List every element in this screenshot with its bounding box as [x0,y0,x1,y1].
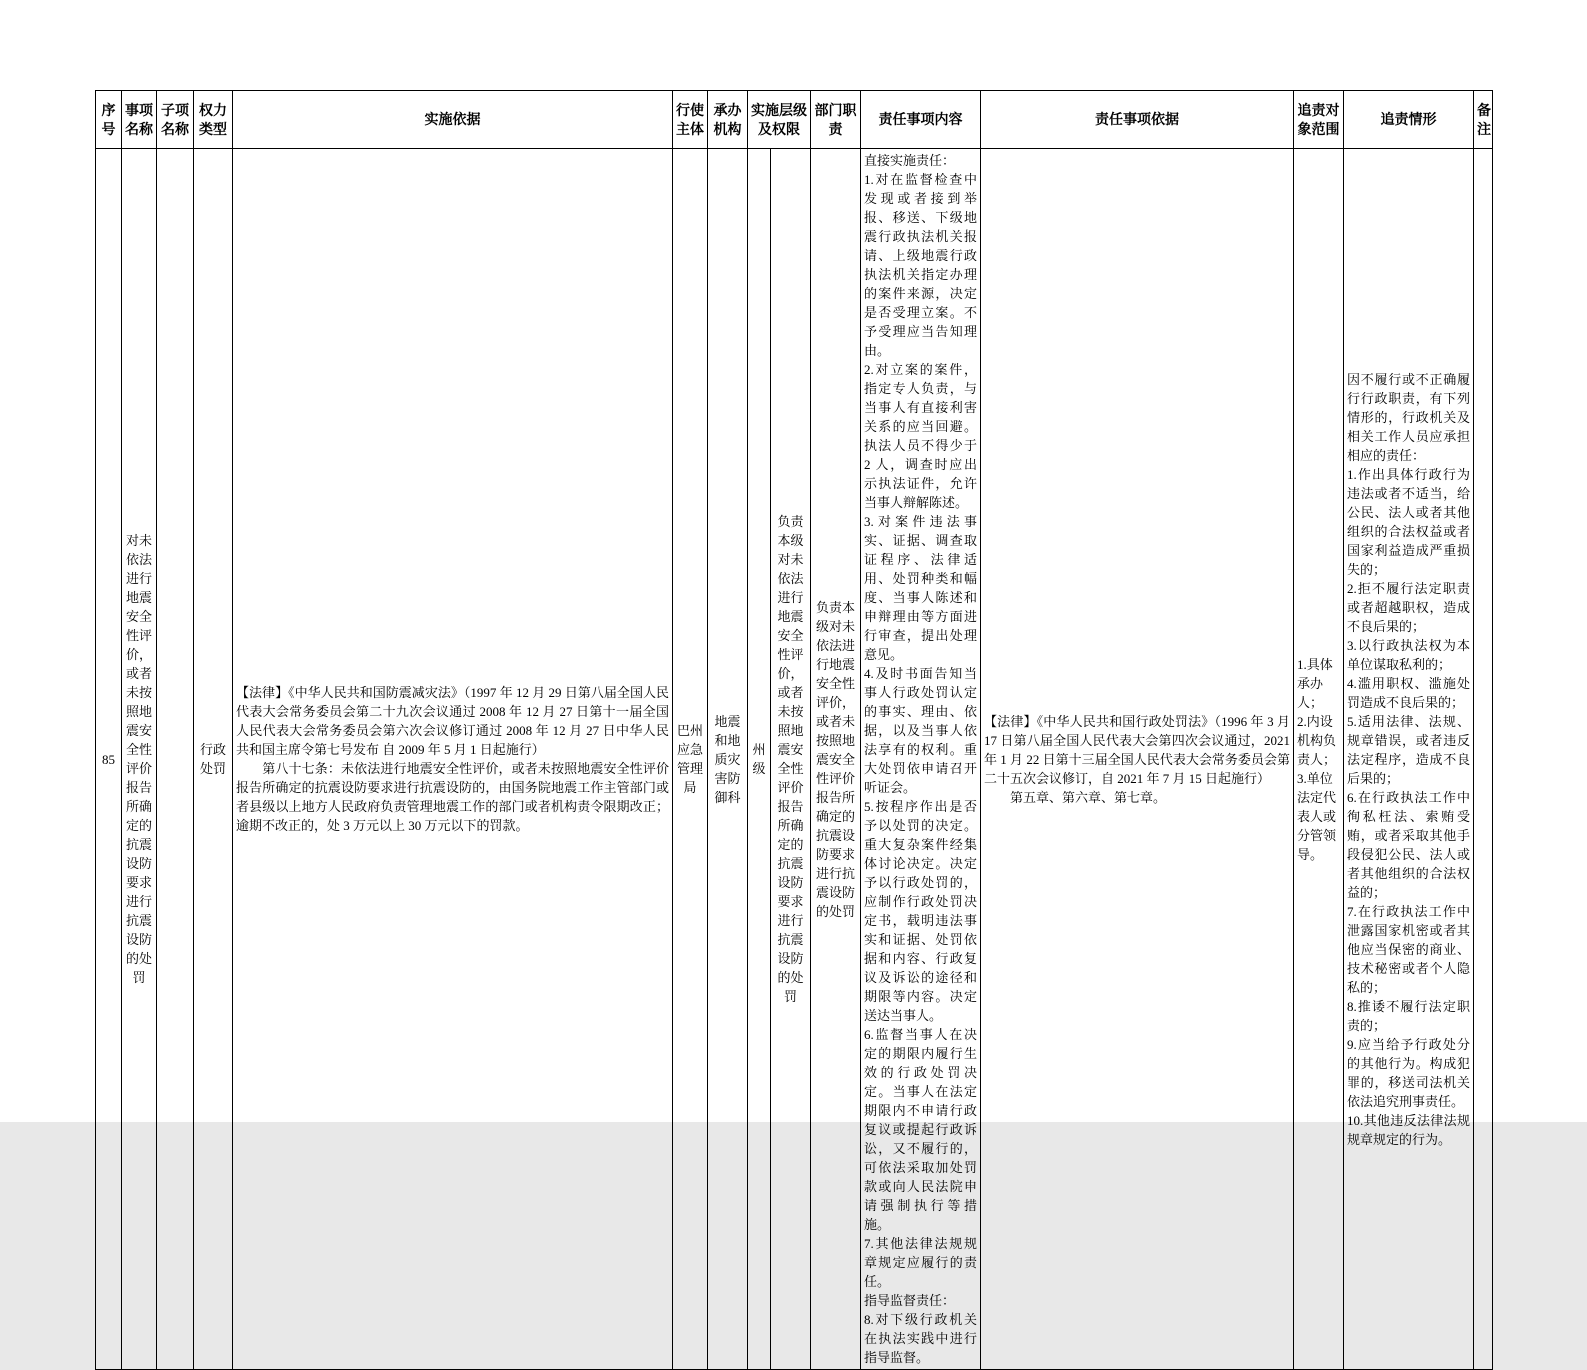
cell-undertaking-organization: 地震和地质灾害防御科 [708,149,748,1370]
header-sub-item-name: 子项名称 [157,91,194,149]
cell-department-duty: 负责本级对未依法进行地震安全性评价，或者未按照地震安全性评价报告所确定的抗震设防要求进行抗震设防的处罚 [811,149,861,1370]
header-row [96,91,1493,149]
cell-implementation-authority: 负责本级对未依法进行地震安全性评价，或者未按照地震安全性评价报告所确定的抗震设防要求进行抗震设防的处罚 [771,149,811,1370]
header-responsibility-content: 责任事项内容 [861,91,981,149]
header-item-name: 事项名称 [122,91,157,149]
responsibility-list-table [95,90,1493,1370]
cell-accountability-situations: 因不履行或不正确履行行政职责，有下列情形的，行政机关及相关工作人员应承担相应的责任： 1.作出具体行政行为违法或者不适当，给公民、法人或者其他组织的合法权益或者国家利益造成严重损失的； 2.拒不履行法定职责或者超越职权，造成不良后果的； 3.以行政执法权为本单位谋取私利的； 4.滥用职权、滥施处罚造成不良后果的； 5.适用法律、法规、规章错误，或者违反法定程序，造成不良后果的； 6.在行政执法工作中徇私枉法、索贿受贿，或者采取其他手段侵犯公民、法人或者其他组织的合法权益的； 7.在行政执法工作中泄露国家机密或者其他应当保密的商业、技术秘密或者个人隐私的； 8.推诿不履行法定职责的； 9.应当给予行政处分的其他行为。构成犯罪的，移送司法机关依法追究刑事责任。 10.其他违反法律法规规章规定的行为。 [1344,149,1474,1370]
table-row [96,149,1493,1370]
cell-implementation-basis: 【法律】《中华人民共和国防震减灾法》（1997 年 12 月 29 日第八届全国人民代表大会常务委员会第二十九次会议通过 2008 年 12 月 27 日第十一届全国人民代表大会常务委员会第六次会议修订通过 2008 年 12 月 27 日中华人民共和国主席令第七号发布 自 2009 年 5 月 1 日起施行） 第八十七条：未依法进行地震安全性评价，或者未按照地震安全性评价报告所确定的抗震设防要求进行抗震设防的，由国务院地震工作主管部门或者县级以上地方人民政府负责管理地震工作的部门或者机构责令限期改正；逾期不改正的，处 3 万元以上 30 万元以下的罚款。 [233,149,673,1370]
cell-exercising-subject: 巴州应急管理局 [673,149,708,1370]
header-accountability-scope: 追责对象范围 [1294,91,1344,149]
header-serial-no: 序号 [96,91,122,149]
cell-remarks [1474,149,1493,1370]
header-exercising-subject: 行使主体 [673,91,708,149]
cell-accountability-scope: 1.具体承办人； 2.内设机构负责人； 3.单位法定代表人或分管领导。 [1294,149,1344,1370]
header-accountability-situations: 追责情形 [1344,91,1474,149]
cell-responsibility-basis: 【法律】《中华人民共和国行政处罚法》（1996 年 3 月 17 日第八届全国人民代表大会第四次会议通过，2021 年 1 月 22 日第十三届全国人民代表大会常务委员会第二十五次会议修订，自 2021 年 7 月 15 日起施行） 第五章、第六章、第七章。 [981,149,1294,1370]
header-department-duty: 部门职责 [811,91,861,149]
cell-power-type: 行政处罚 [194,149,233,1370]
cell-sub-item-name [157,149,194,1370]
header-power-type: 权力类型 [194,91,233,149]
header-remarks: 备注 [1474,91,1493,149]
cell-serial-no: 85 [96,149,122,1370]
header-responsibility-basis: 责任事项依据 [981,91,1294,149]
header-implementation-basis: 实施依据 [233,91,673,149]
header-implementation-level-authority: 实施层级及权限 [748,91,811,149]
cell-responsibility-content: 直接实施责任： 1.对在监督检查中发现或者接到举报、移送、下级地震行政执法机关报请、上级地震行政执法机关指定办理的案件来源，决定是否受理立案。不予受理应当告知理由。 2.对立案的案件，指定专人负责，与当事人有直接利害关系的应当回避。执法人员不得少于 2 人，调查时应出示执法证件，允许当事人辩解陈述。 3.对案件违法事实、证据、调查取证程序、法律适用、处罚种类和幅度、当事人陈述和申辩理由等方面进行审查，提出处理意见。 4.及时书面告知当事人行政处罚认定的事实、理由、依据，以及当事人依法享有的权利。重大处罚依申请召开听证会。 5.按程序作出是否予以处罚的决定。重大复杂案件经集体讨论决定。决定予以行政处罚的，应制作行政处罚决定书，载明违法事实和证据、处罚依据和内容、行政复议及诉讼的途径和期限等内容。决定送达当事人。 6.监督当事人在决定的期限内履行生效的行政处罚决定。当事人在法定期限内不申请行政复议或提起行政诉讼，又不履行的，可依法采取加处罚款或向人民法院申请强制执行等措施。 7.其他法律法规规章规定应履行的责任。 指导监督责任： 8.对下级行政机关在执法实践中进行指导监督。 [861,149,981,1370]
header-undertaking-organization: 承办机构 [708,91,748,149]
cell-item-name: 对未依法进行地震安全性评价，或者未按照地震安全性评价报告所确定的抗震设防要求进行抗震设防的处罚 [122,149,157,1370]
cell-implementation-level: 州级 [748,149,771,1370]
